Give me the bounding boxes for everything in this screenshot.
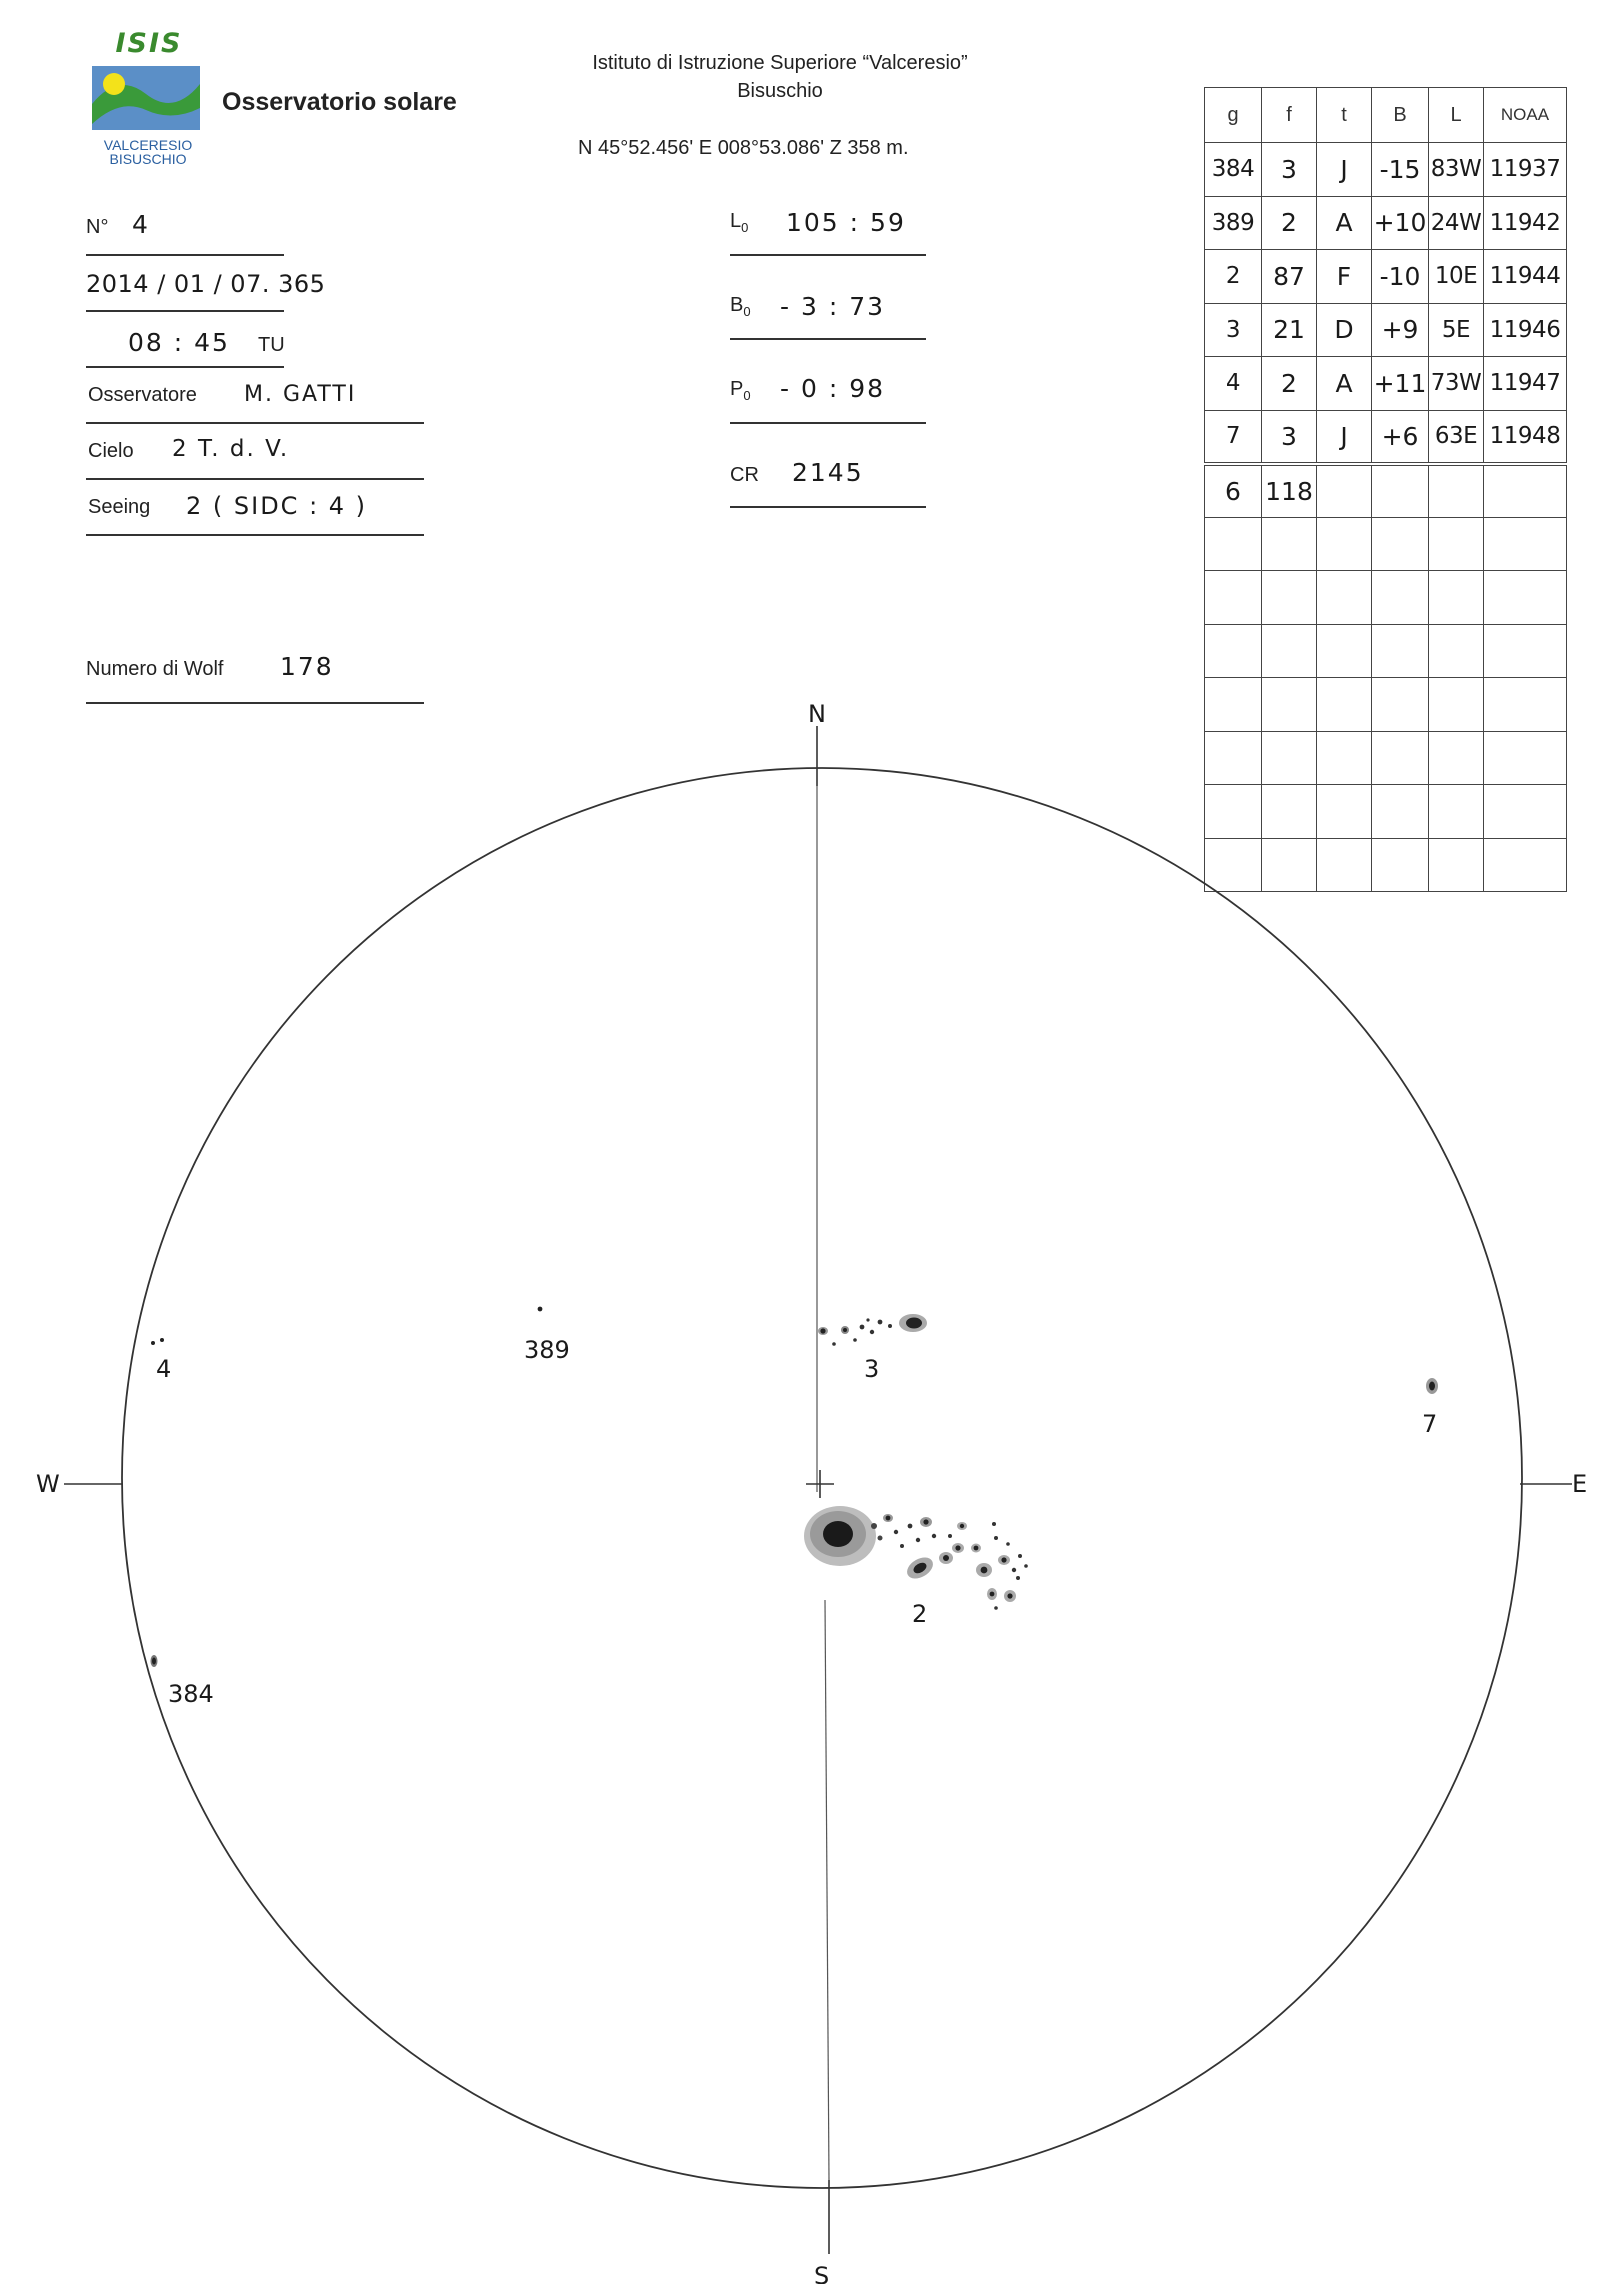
group-label-389: 389 [524, 1336, 570, 1364]
table-cell: J [1317, 410, 1372, 464]
separator-line [86, 254, 284, 256]
table-total-cell: 118 [1262, 464, 1317, 518]
table-empty-cell [1317, 517, 1372, 571]
observatory-title: Osservatorio solare [222, 88, 457, 116]
column-header-noaa: NOAA [1484, 88, 1567, 143]
table-total-row [1205, 464, 1567, 518]
separator-line [86, 422, 424, 424]
separator-line [86, 310, 284, 312]
wolf-number-value: 178 [280, 652, 334, 681]
table-cell: 11947 [1484, 357, 1567, 411]
sunspot-group-2 [804, 1506, 1028, 1610]
table-total-cell: 6 [1205, 464, 1262, 518]
table-cell: 2 [1262, 196, 1317, 250]
separator-line [730, 506, 926, 508]
north-label: N [808, 700, 826, 728]
institute-name: Istituto di Istruzione Superiore “Valceresio” [592, 52, 968, 74]
sunspot-group-4 [151, 1338, 164, 1345]
table-cell: 7 [1205, 410, 1262, 464]
table-empty-row [1205, 624, 1567, 678]
table-cell: 11944 [1484, 250, 1567, 304]
separator-line [86, 478, 424, 480]
sheet-number-label: N° [86, 216, 109, 238]
column-header-f: f [1262, 88, 1317, 143]
logo-subtitle-1: VALCERESIO [103, 137, 193, 153]
column-header-b: B [1372, 88, 1429, 143]
p0-value: - 0 : 98 [780, 374, 886, 403]
separator-line [730, 422, 926, 424]
separator-line [730, 338, 926, 340]
table-empty-cell [1484, 624, 1567, 678]
table-cell: +11 [1372, 357, 1429, 411]
table-cell: 73W [1429, 357, 1484, 411]
table-empty-cell [1205, 624, 1262, 678]
table-cell: 389 [1205, 196, 1262, 250]
table-empty-cell [1484, 571, 1567, 625]
sunspot-group-7 [1426, 1378, 1438, 1394]
table-cell: +10 [1372, 196, 1429, 250]
table-empty-cell [1205, 517, 1262, 571]
table-cell: F [1317, 250, 1372, 304]
table-empty-cell [1317, 571, 1372, 625]
table-total-cell [1484, 464, 1567, 518]
table-empty-cell [1372, 624, 1429, 678]
solar-disk-drawing [0, 680, 1600, 2284]
table-cell: 3 [1205, 303, 1262, 357]
table-cell: +6 [1372, 410, 1429, 464]
group-label-4: 4 [156, 1355, 172, 1383]
carrington-rotation-label: CR [730, 464, 759, 486]
table-row [1205, 196, 1567, 250]
institute-town: Bisuschio [737, 80, 823, 102]
table-cell: 4 [1205, 357, 1262, 411]
sun-limb-circle [122, 768, 1522, 2188]
observation-date: 2014 / 01 / 07. 365 [86, 270, 326, 298]
table-empty-cell [1372, 517, 1429, 571]
table-cell: 2 [1262, 357, 1317, 411]
table-cell: 384 [1205, 143, 1262, 197]
table-empty-cell [1429, 517, 1484, 571]
table-cell: 5E [1429, 303, 1484, 357]
sky-label: Cielo [88, 440, 134, 462]
observatory-coordinates: N 45°52.456' E 008°53.086' Z 358 m. [578, 137, 909, 159]
table-row [1205, 250, 1567, 304]
carrington-rotation-value: 2145 [792, 458, 864, 487]
south-label: S [814, 2262, 830, 2284]
table-row [1205, 303, 1567, 357]
table-cell: +9 [1372, 303, 1429, 357]
separator-line [730, 254, 926, 256]
table-empty-row [1205, 517, 1567, 571]
wolf-number-label: Numero di Wolf [86, 658, 224, 680]
table-empty-cell [1262, 624, 1317, 678]
sunspot-group-3 [818, 1314, 927, 1346]
table-cell: -15 [1372, 143, 1429, 197]
table-cell: J [1317, 143, 1372, 197]
table-empty-cell [1262, 571, 1317, 625]
b0-label: $B_0$ [730, 294, 751, 319]
sunspot-group-384 [151, 1655, 158, 1667]
column-header-g: g [1205, 88, 1262, 143]
b0-value: - 3 : 73 [780, 292, 886, 321]
table-cell: 21 [1262, 303, 1317, 357]
table-cell: D [1317, 303, 1372, 357]
table-empty-row [1205, 571, 1567, 625]
table-cell: 11942 [1484, 196, 1567, 250]
east-label: E [1572, 1470, 1588, 1498]
seeing-label: Seeing [88, 496, 151, 518]
observer-value: M. GATTI [244, 382, 357, 407]
table-cell: 83W [1429, 143, 1484, 197]
logo-wordmark: ISIS [115, 28, 183, 59]
table-row [1205, 143, 1567, 197]
table-cell: 11937 [1484, 143, 1567, 197]
p0-label: $P_0$ [730, 378, 751, 403]
table-total-cell [1317, 464, 1372, 518]
table-cell: 3 [1262, 410, 1317, 464]
table-cell: 11946 [1484, 303, 1567, 357]
table-empty-cell [1262, 517, 1317, 571]
table-empty-cell [1372, 571, 1429, 625]
l0-value: 105 : 59 [786, 208, 906, 237]
table-empty-cell [1429, 571, 1484, 625]
table-cell: 87 [1262, 250, 1317, 304]
column-header-l: L [1429, 88, 1484, 143]
table-total-cell [1372, 464, 1429, 518]
sunspot-group-389 [538, 1307, 543, 1312]
table-empty-cell [1429, 624, 1484, 678]
axis-lower [825, 1600, 829, 2180]
table-header-row [1205, 88, 1567, 143]
school-logo [88, 28, 208, 173]
table-cell: -10 [1372, 250, 1429, 304]
sky-value: 2 T. d. V. [172, 436, 290, 462]
sheet-number-value: 4 [132, 210, 150, 239]
group-label-3: 3 [864, 1355, 880, 1383]
observation-time: 08 : 45 [128, 328, 230, 357]
l0-label: $L_0$ [730, 210, 749, 235]
table-empty-cell [1205, 571, 1262, 625]
table-cell: 10E [1429, 250, 1484, 304]
separator-line [86, 366, 284, 368]
table-cell: 63E [1429, 410, 1484, 464]
table-cell: 11948 [1484, 410, 1567, 464]
time-unit-label: TU [258, 334, 285, 356]
table-cell: 3 [1262, 143, 1317, 197]
logo-subtitle-2: BISUSCHIO [109, 151, 187, 167]
table-empty-cell [1317, 624, 1372, 678]
table-cell: A [1317, 196, 1372, 250]
table-cell: A [1317, 357, 1372, 411]
group-label-384: 384 [168, 1680, 214, 1708]
table-total-cell [1429, 464, 1484, 518]
group-label-7: 7 [1422, 1410, 1438, 1438]
separator-line [86, 534, 424, 536]
seeing-value: 2 ( SIDC : 4 ) [186, 492, 368, 520]
observer-label: Osservatore [88, 384, 197, 406]
group-label-2: 2 [912, 1600, 928, 1628]
table-row [1205, 357, 1567, 411]
logo-sun-wave-icon [88, 64, 208, 134]
table-row [1205, 410, 1567, 464]
table-cell: 24W [1429, 196, 1484, 250]
table-cell: 2 [1205, 250, 1262, 304]
column-header-t: t [1317, 88, 1372, 143]
west-label: W [36, 1470, 60, 1498]
table-empty-cell [1484, 517, 1567, 571]
